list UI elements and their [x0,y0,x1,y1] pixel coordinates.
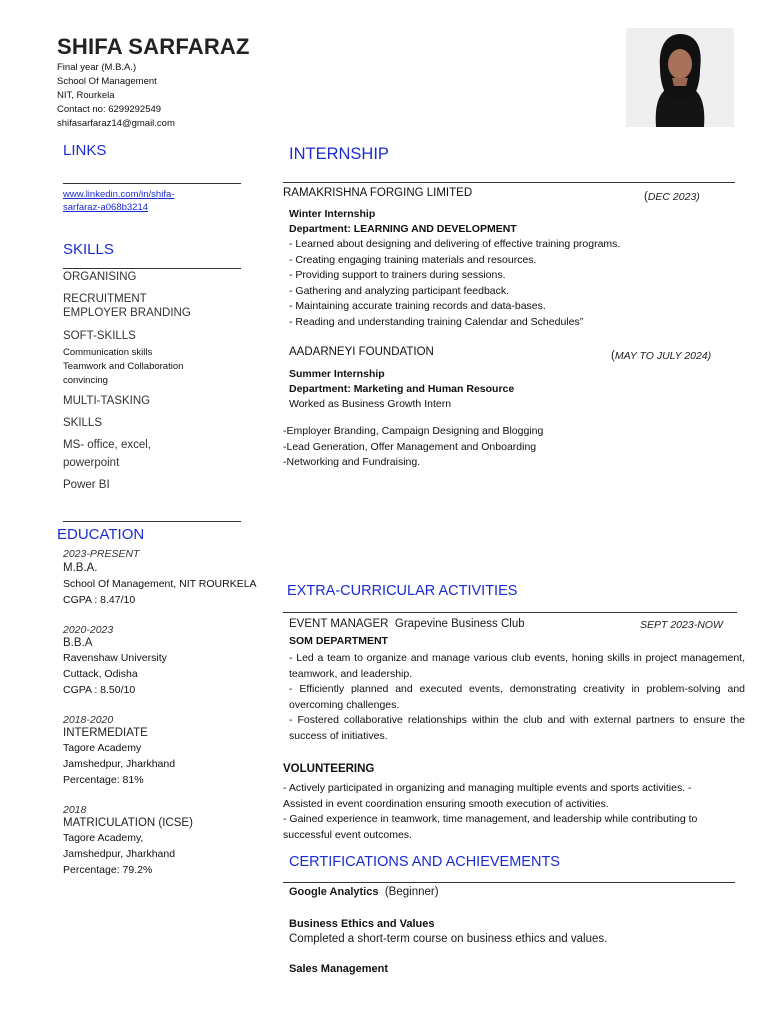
edu-line: Jamshedpur, Jharkhand [63,848,176,860]
skill-powerpoint: powerpoint [63,457,120,469]
internship-points [283,424,543,471]
skill-communication: Communication skills [63,347,153,358]
internship-type: Winter Internship [289,208,376,220]
divider [283,882,735,883]
activity-role-line [289,618,525,630]
list-item: - Led a team to organize and manage various club events, honing skills in project management, teamwork, and leadership. [289,652,745,680]
skill-soft-skills: SOFT-SKILLS [63,330,136,342]
volunteering-text [283,781,697,843]
activity-points [289,651,745,744]
certification-level: (Beginner) [384,886,439,898]
candidate-name: SHIFA SARFARAZ [57,34,250,59]
divider [63,268,241,269]
divider [63,183,241,184]
certification-name: Sales Management [289,963,389,975]
edu-line: School Of Management, NIT ROURKELA [63,578,257,590]
skill-employer-branding: EMPLOYER BRANDING [63,307,191,319]
edu-line: Percentage: 81% [63,774,144,786]
internship-type: Summer Internship [289,368,385,380]
list-item: - Actively participated in organizing and managing multiple events and sports activities. - [283,782,692,794]
internship-role: Worked as Business Growth Intern [289,398,452,410]
edu-line: Tagore Academy [63,742,142,754]
contact-line: Final year (M.B.A.) [57,62,137,73]
linkedin-link[interactable] [63,188,223,214]
education-entry [63,804,193,878]
education-entry [63,714,175,788]
education-entry [63,548,257,608]
certification-item [289,886,439,898]
list-item: - Gained experience in teamwork, time management, and leadership while contributing to [283,813,698,825]
internship-date [644,187,700,205]
edu-line: Percentage: 79.2% [63,864,153,876]
education-heading: EDUCATION [57,526,145,543]
edu-years: 2018-2020 [63,714,114,726]
internship-date [611,346,711,364]
date-paren: ( [644,191,648,203]
list-item: - Gathering and analyzing participant feedback. [289,284,510,297]
link-line[interactable]: sarfaraz-a068b3214 [63,202,149,213]
date-text: MAY TO JULY 2024) [614,350,712,362]
divider [63,521,241,522]
internship-department: Department: LEARNING AND DEVELOPMENT [289,223,517,235]
edu-line: CGPA : 8.47/10 [63,594,136,606]
skill-recruitment: RECRUITMENT [63,293,147,305]
edu-line: CGPA : 8.50/10 [63,684,136,696]
certification-name: Business Ethics and Values [289,918,435,930]
list-item: - Learned about designing and delivering of effective training programs. [289,238,621,250]
certification-name: Google Analytics [289,886,379,898]
profile-photo [626,28,734,127]
list-item: - Creating engaging training materials and resources. [289,253,537,266]
volunteering-heading: VOLUNTEERING [283,763,375,775]
list-item: - Maintaining accurate training records and data-bases. [289,300,546,312]
skill-convincing: convincing [63,375,108,386]
edu-degree: M.B.A. [63,562,98,574]
date-text: DEC 2023) [647,191,700,203]
internship-org: AADARNEYI FOUNDATION [289,346,434,358]
activity-department: SOM DEPARTMENT [289,635,388,647]
skills-heading: SKILLS [63,241,114,258]
skill-multitasking: MULTI-TASKING [63,395,151,407]
contact-line: School Of Management [57,76,157,87]
divider [283,612,737,613]
activity-date: SEPT 2023-NOW [640,619,723,631]
contact-line: Contact no: 6299292549 [57,104,162,115]
list-item: - Fostered collaborative relationships within the club and with external partners to ensure the success of initiatives. [289,714,745,742]
education-entry [63,624,167,698]
activity-role: EVENT MANAGER [289,618,389,630]
internship-heading: INTERNSHIP [289,145,389,163]
link-line[interactable]: www.linkedin.com/in/shifa- [63,189,175,200]
certification-description: Completed a short-term course on business ethics and values. [289,933,608,945]
divider [283,182,735,183]
internship-points [289,237,620,330]
skill-skills: SKILLS [63,417,102,429]
links-heading: LINKS [63,142,107,159]
date-paren: ( [611,350,615,362]
edu-years: 2023-PRESENT [63,548,140,560]
edu-line: Ravenshaw University [63,652,167,664]
edu-line: Tagore Academy, [63,832,144,844]
list-item: Assisted in event coordination ensuring smooth execution of activities. [283,797,609,810]
certifications-heading: CERTIFICATIONS AND ACHIEVEMENTS [289,854,560,870]
edu-degree: MATRICULATION (ICSE) [63,817,193,829]
internship-org: RAMAKRISHNA FORGING LIMITED [283,187,473,199]
skill-ms-office: MS- office, excel, [63,439,151,451]
activity-club: Grapevine Business Club [394,618,525,630]
internship-department: Department: Marketing and Human Resource [289,383,515,395]
skill-organising: ORGANISING [63,271,137,283]
edu-degree: INTERMEDIATE [63,727,148,739]
edu-years: 2018 [63,804,87,816]
contact-block [57,61,175,131]
edu-years: 2020-2023 [63,624,114,636]
skill-power-bi: Power BI [63,479,110,491]
list-item: successful event outcomes. [283,828,412,841]
edu-line: Cuttack, Odisha [63,668,138,680]
list-item: - Reading and understanding training Calendar and Schedules” [289,315,584,328]
skill-teamwork: Teamwork and Collaboration [63,361,184,372]
contact-email: shifasarfaraz14@gmail.com [57,118,175,129]
list-item: -Lead Generation, Offer Management and Onboarding [283,440,537,453]
list-item: - Providing support to trainers during sessions. [289,269,506,281]
list-item: -Networking and Fundraising. [283,456,421,468]
contact-line: NIT, Rourkela [57,90,115,101]
edu-degree: B.B.A [63,637,93,649]
list-item: -Employer Branding, Campaign Designing and Blogging [283,425,544,437]
extracurricular-heading: EXTRA-CURRICULAR ACTIVITIES [287,583,518,599]
edu-line: Jamshedpur, Jharkhand [63,758,176,770]
list-item: - Efficiently planned and executed events, demonstrating creativity in problem-solving and overcoming challenges. [289,683,745,711]
